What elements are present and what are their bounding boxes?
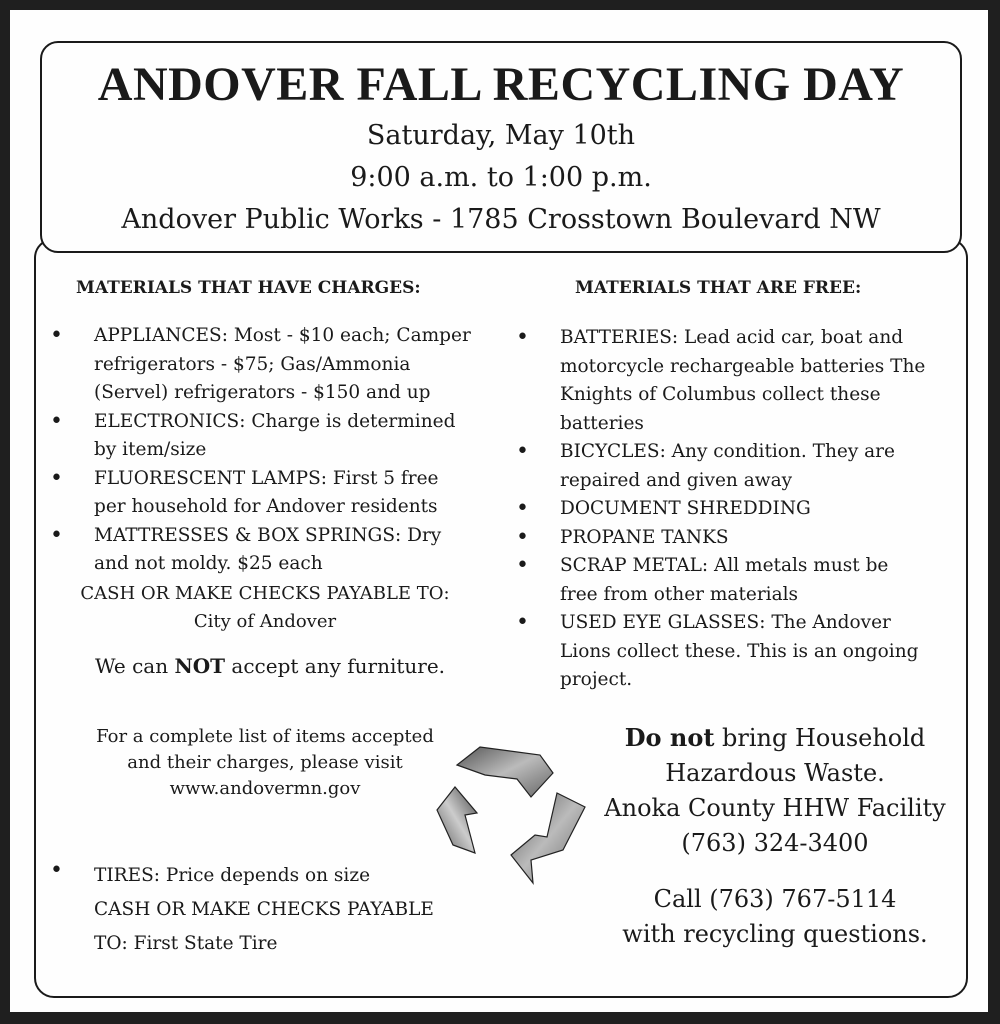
complete-list-note [70, 724, 460, 802]
list-item-line: refrigerators - $75; Gas/Ammonia [94, 353, 411, 375]
bullet-icon: • [50, 465, 63, 491]
payable-payee: City of Andover [193, 611, 337, 632]
call-notice [595, 882, 955, 952]
tires-line2: CASH OR MAKE CHECKS PAYABLE [94, 899, 434, 920]
hazard-line2: Hazardous Waste. [665, 759, 885, 787]
list-item [516, 524, 980, 553]
list-item-line: by item/size [94, 439, 207, 460]
call-line1: Call (763) 767-5114 [653, 885, 897, 913]
bullet-icon: • [516, 553, 529, 578]
flyer-page [10, 10, 988, 1012]
furniture-bold: NOT [174, 654, 226, 678]
payable-line: CASH OR MAKE CHECKS PAYABLE TO: [80, 583, 450, 604]
complete-list-line1: For a complete list of items accepted [96, 726, 434, 747]
payable-city [50, 580, 480, 636]
list-item-line: motorcycle rechargeable batteries The [560, 355, 926, 377]
furniture-pre: We can [94, 654, 175, 678]
free-list [516, 324, 980, 695]
hazard-bold: Do not [624, 723, 715, 752]
list-item [516, 324, 980, 438]
list-item-line: (Servel) refrigerators - $150 and up [94, 382, 431, 403]
list-item-line: repaired and given away [560, 469, 793, 491]
list-item [50, 408, 514, 465]
list-item-line: DOCUMENT SHREDDING [560, 498, 811, 519]
list-item [516, 495, 980, 524]
header-box [40, 41, 962, 253]
list-item [516, 438, 980, 495]
furniture-notice [50, 652, 490, 680]
list-item-line: APPLIANCES: Most - $10 each; Camper [94, 325, 471, 346]
furniture-post: accept any furniture. [225, 654, 446, 678]
list-item [516, 552, 980, 609]
bullet-icon: • [50, 323, 63, 348]
bullet-icon: • [50, 858, 63, 883]
page-title: ANDOVER FALL RECYCLING DAY [97, 58, 905, 111]
list-item-line: and not moldy. $25 each [94, 553, 323, 574]
bullet-icon: • [50, 408, 63, 434]
bullet-icon: • [516, 325, 529, 350]
list-item-line: ELECTRONICS: Charge is determined [94, 410, 456, 432]
event-location: Andover Public Works - 1785 Crosstown Boulevard NW [121, 204, 881, 235]
bullet-icon: • [516, 439, 529, 464]
list-item [50, 465, 514, 522]
list-item-line: free from other materials [560, 583, 799, 605]
list-item-line: MATTRESSES & BOX SPRINGS: Dry [94, 524, 442, 546]
free-heading: MATERIALS THAT ARE FREE: [575, 278, 862, 298]
event-time: 9:00 a.m. to 1:00 p.m. [350, 162, 652, 193]
list-item-line: SCRAP METAL: All metals must be [560, 555, 889, 576]
list-item-line: project. [560, 669, 633, 690]
list-item-line: FLUORESCENT LAMPS: First 5 free [94, 467, 439, 489]
list-item-line: Knights of Columbus collect these [560, 384, 881, 405]
tires-line3: TO: First State Tire [94, 933, 278, 954]
list-item [50, 322, 514, 408]
bullet-icon: • [516, 524, 529, 550]
hazard-rest: bring Household [714, 724, 926, 752]
recycle-icon [435, 745, 590, 890]
list-item-line: PROPANE TANKS [560, 526, 729, 548]
list-item-line: Lions collect these. This is an ongoing [560, 640, 919, 662]
tires-note [94, 859, 434, 961]
list-item-line: batteries [560, 412, 644, 434]
list-item-line: BATTERIES: Lead acid car, boat and [560, 327, 904, 348]
bullet-icon: • [50, 522, 63, 548]
tires-line1: TIRES: Price depends on size [94, 865, 371, 886]
bullet-icon: • [516, 496, 529, 521]
hazard-line3: Anoka County HHW Facility [604, 794, 946, 822]
list-item [50, 522, 514, 579]
list-item [516, 609, 980, 695]
bullet-icon: • [516, 610, 529, 635]
complete-list-line2: and their charges, please visit [127, 752, 403, 773]
list-item-line: USED EYE GLASSES: The Andover [560, 612, 891, 633]
website-link[interactable]: www.andovermn.gov [169, 778, 361, 799]
call-line2: with recycling questions. [622, 920, 928, 948]
charges-list [50, 322, 514, 579]
charges-heading: MATERIALS THAT HAVE CHARGES: [76, 278, 421, 298]
event-date: Saturday, May 10th [366, 120, 636, 151]
hazard-notice [595, 720, 955, 861]
list-item-line: per household for Andover residents [94, 496, 438, 517]
list-item-line: BICYCLES: Any condition. They are [560, 441, 895, 462]
hazard-phone: (763) 324-3400 [681, 829, 869, 857]
